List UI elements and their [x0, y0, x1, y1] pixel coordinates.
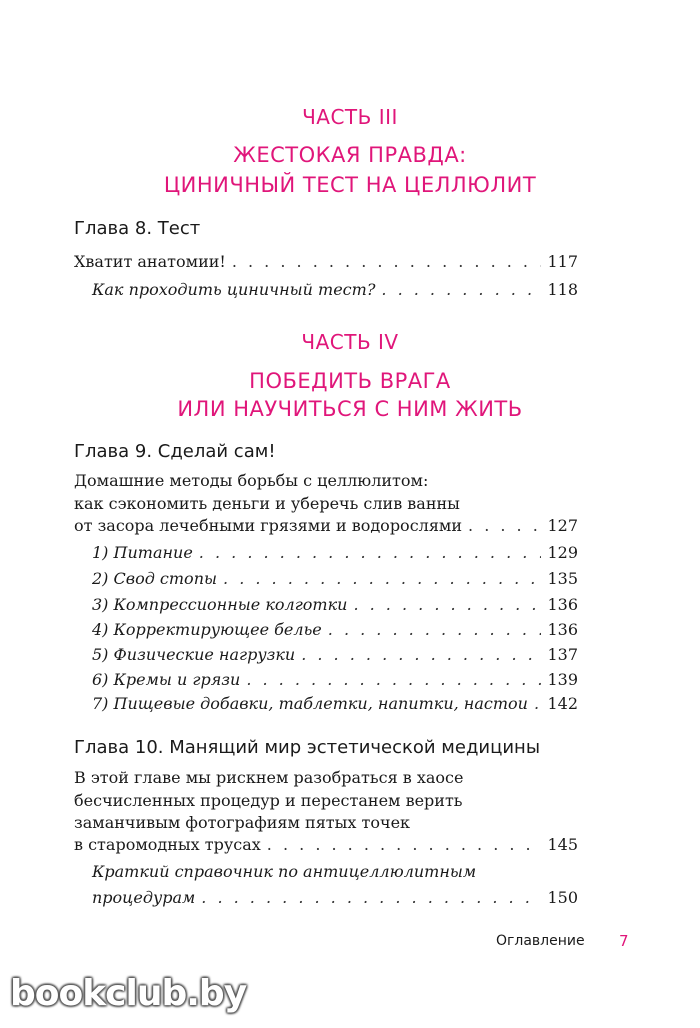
- dot-leader: [232, 252, 542, 271]
- toc-entry-title: процедурам: [92, 888, 196, 907]
- toc-entry[interactable]: [92, 543, 578, 562]
- toc-entry-page: 150: [547, 888, 578, 907]
- part4-label: ЧАСТЬ IV: [301, 330, 399, 354]
- dot-leader: [223, 569, 541, 588]
- dot-leader: [267, 835, 542, 854]
- toc-entry-page: 136: [547, 620, 578, 639]
- dot-leader: [534, 694, 542, 713]
- toc-entry-page: 129: [547, 543, 578, 562]
- part4-title-line1: ПОБЕДИТЬ ВРАГА: [249, 369, 451, 393]
- toc-entry-title: 6) Кремы и грязи: [92, 670, 241, 689]
- toc-entry[interactable]: [92, 670, 578, 689]
- toc-entry-page: 136: [547, 595, 578, 614]
- toc-entry-title: 2) Свод стопы: [92, 569, 218, 588]
- toc-entry-title: Хватит анатомии!: [74, 252, 226, 271]
- toc-entry[interactable]: [92, 888, 578, 907]
- toc-entry-title: 7) Пищевые добавки, таблетки, напитки, настои: [92, 694, 528, 713]
- dot-leader: [199, 543, 542, 562]
- watermark-logo: bookclub.by: [10, 973, 247, 1014]
- dot-leader: [201, 888, 541, 907]
- part3-title-line2: ЦИНИЧНЫЙ ТЕСТ НА ЦЕЛЛЮЛИТ: [163, 173, 537, 197]
- toc-entry[interactable]: [92, 280, 578, 299]
- dot-leader: [328, 620, 542, 639]
- dot-leader: [468, 516, 541, 535]
- part3-title-line1: ЖЕСТОКАЯ ПРАВДА:: [233, 143, 467, 167]
- chapter8-heading: Глава 8. Тест: [74, 218, 201, 239]
- part3-label: ЧАСТЬ III: [302, 105, 398, 129]
- dot-leader: [381, 280, 541, 299]
- toc-entry-page: 118: [547, 280, 578, 299]
- toc-entry[interactable]: [74, 252, 578, 271]
- part4-title-line2: ИЛИ НАУЧИТЬСЯ С НИМ ЖИТЬ: [177, 397, 523, 421]
- toc-entry-title: от засора лечебными грязями и водорослями: [74, 516, 463, 535]
- dot-leader: [246, 670, 541, 689]
- toc-entry-title: Как проходить циничный тест?: [92, 280, 376, 299]
- chapter9-main-line2: как сэкономить деньги и уберечь слив ванны: [74, 494, 460, 513]
- toc-entry-page: 135: [547, 569, 578, 588]
- toc-entry-page: 139: [547, 670, 578, 689]
- toc-entry-page: 142: [547, 694, 578, 713]
- toc-entry[interactable]: [74, 835, 578, 854]
- toc-entry[interactable]: [92, 645, 578, 664]
- chapter9-main-line1: Домашние методы борьбы с целлюлитом:: [74, 471, 429, 490]
- toc-entry-page: 117: [547, 252, 578, 271]
- toc-entry[interactable]: [92, 595, 578, 614]
- toc-entry-title: 3) Компрессионные колготки: [92, 595, 348, 614]
- toc-entry-page: 137: [547, 645, 578, 664]
- toc-entry-title: 5) Физические нагрузки: [92, 645, 296, 664]
- footer-page-number: 7: [619, 932, 629, 950]
- toc-entry-page: 145: [547, 835, 578, 854]
- footer-section-label: Оглавление: [496, 933, 585, 949]
- chapter10-main-line2: бесчисленных процедур и перестанем верить: [74, 791, 463, 810]
- chapter10-main-line1: В этой главе мы рискнем разобраться в хаосе: [74, 768, 464, 787]
- chapter10-sub-line1: Краткий справочник по антицеллюлитным: [92, 862, 477, 881]
- chapter10-heading: Глава 10. Манящий мир эстетической медицины: [74, 737, 541, 758]
- dot-leader: [353, 595, 541, 614]
- toc-entry[interactable]: [92, 694, 578, 713]
- toc-entry-title: 4) Корректирующее белье: [92, 620, 322, 639]
- toc-entry-title: в старомодных трусах: [74, 835, 261, 854]
- chapter10-main-line3: заманчивым фотографиям пятых точек: [74, 813, 411, 832]
- toc-entry[interactable]: [74, 516, 578, 535]
- toc-entry[interactable]: [92, 620, 578, 639]
- dot-leader: [301, 645, 541, 664]
- chapter9-heading: Глава 9. Сделай сам!: [74, 441, 276, 462]
- toc-entry[interactable]: [92, 569, 578, 588]
- toc-entry-page: 127: [547, 516, 578, 535]
- toc-entry-title: 1) Питание: [92, 543, 193, 562]
